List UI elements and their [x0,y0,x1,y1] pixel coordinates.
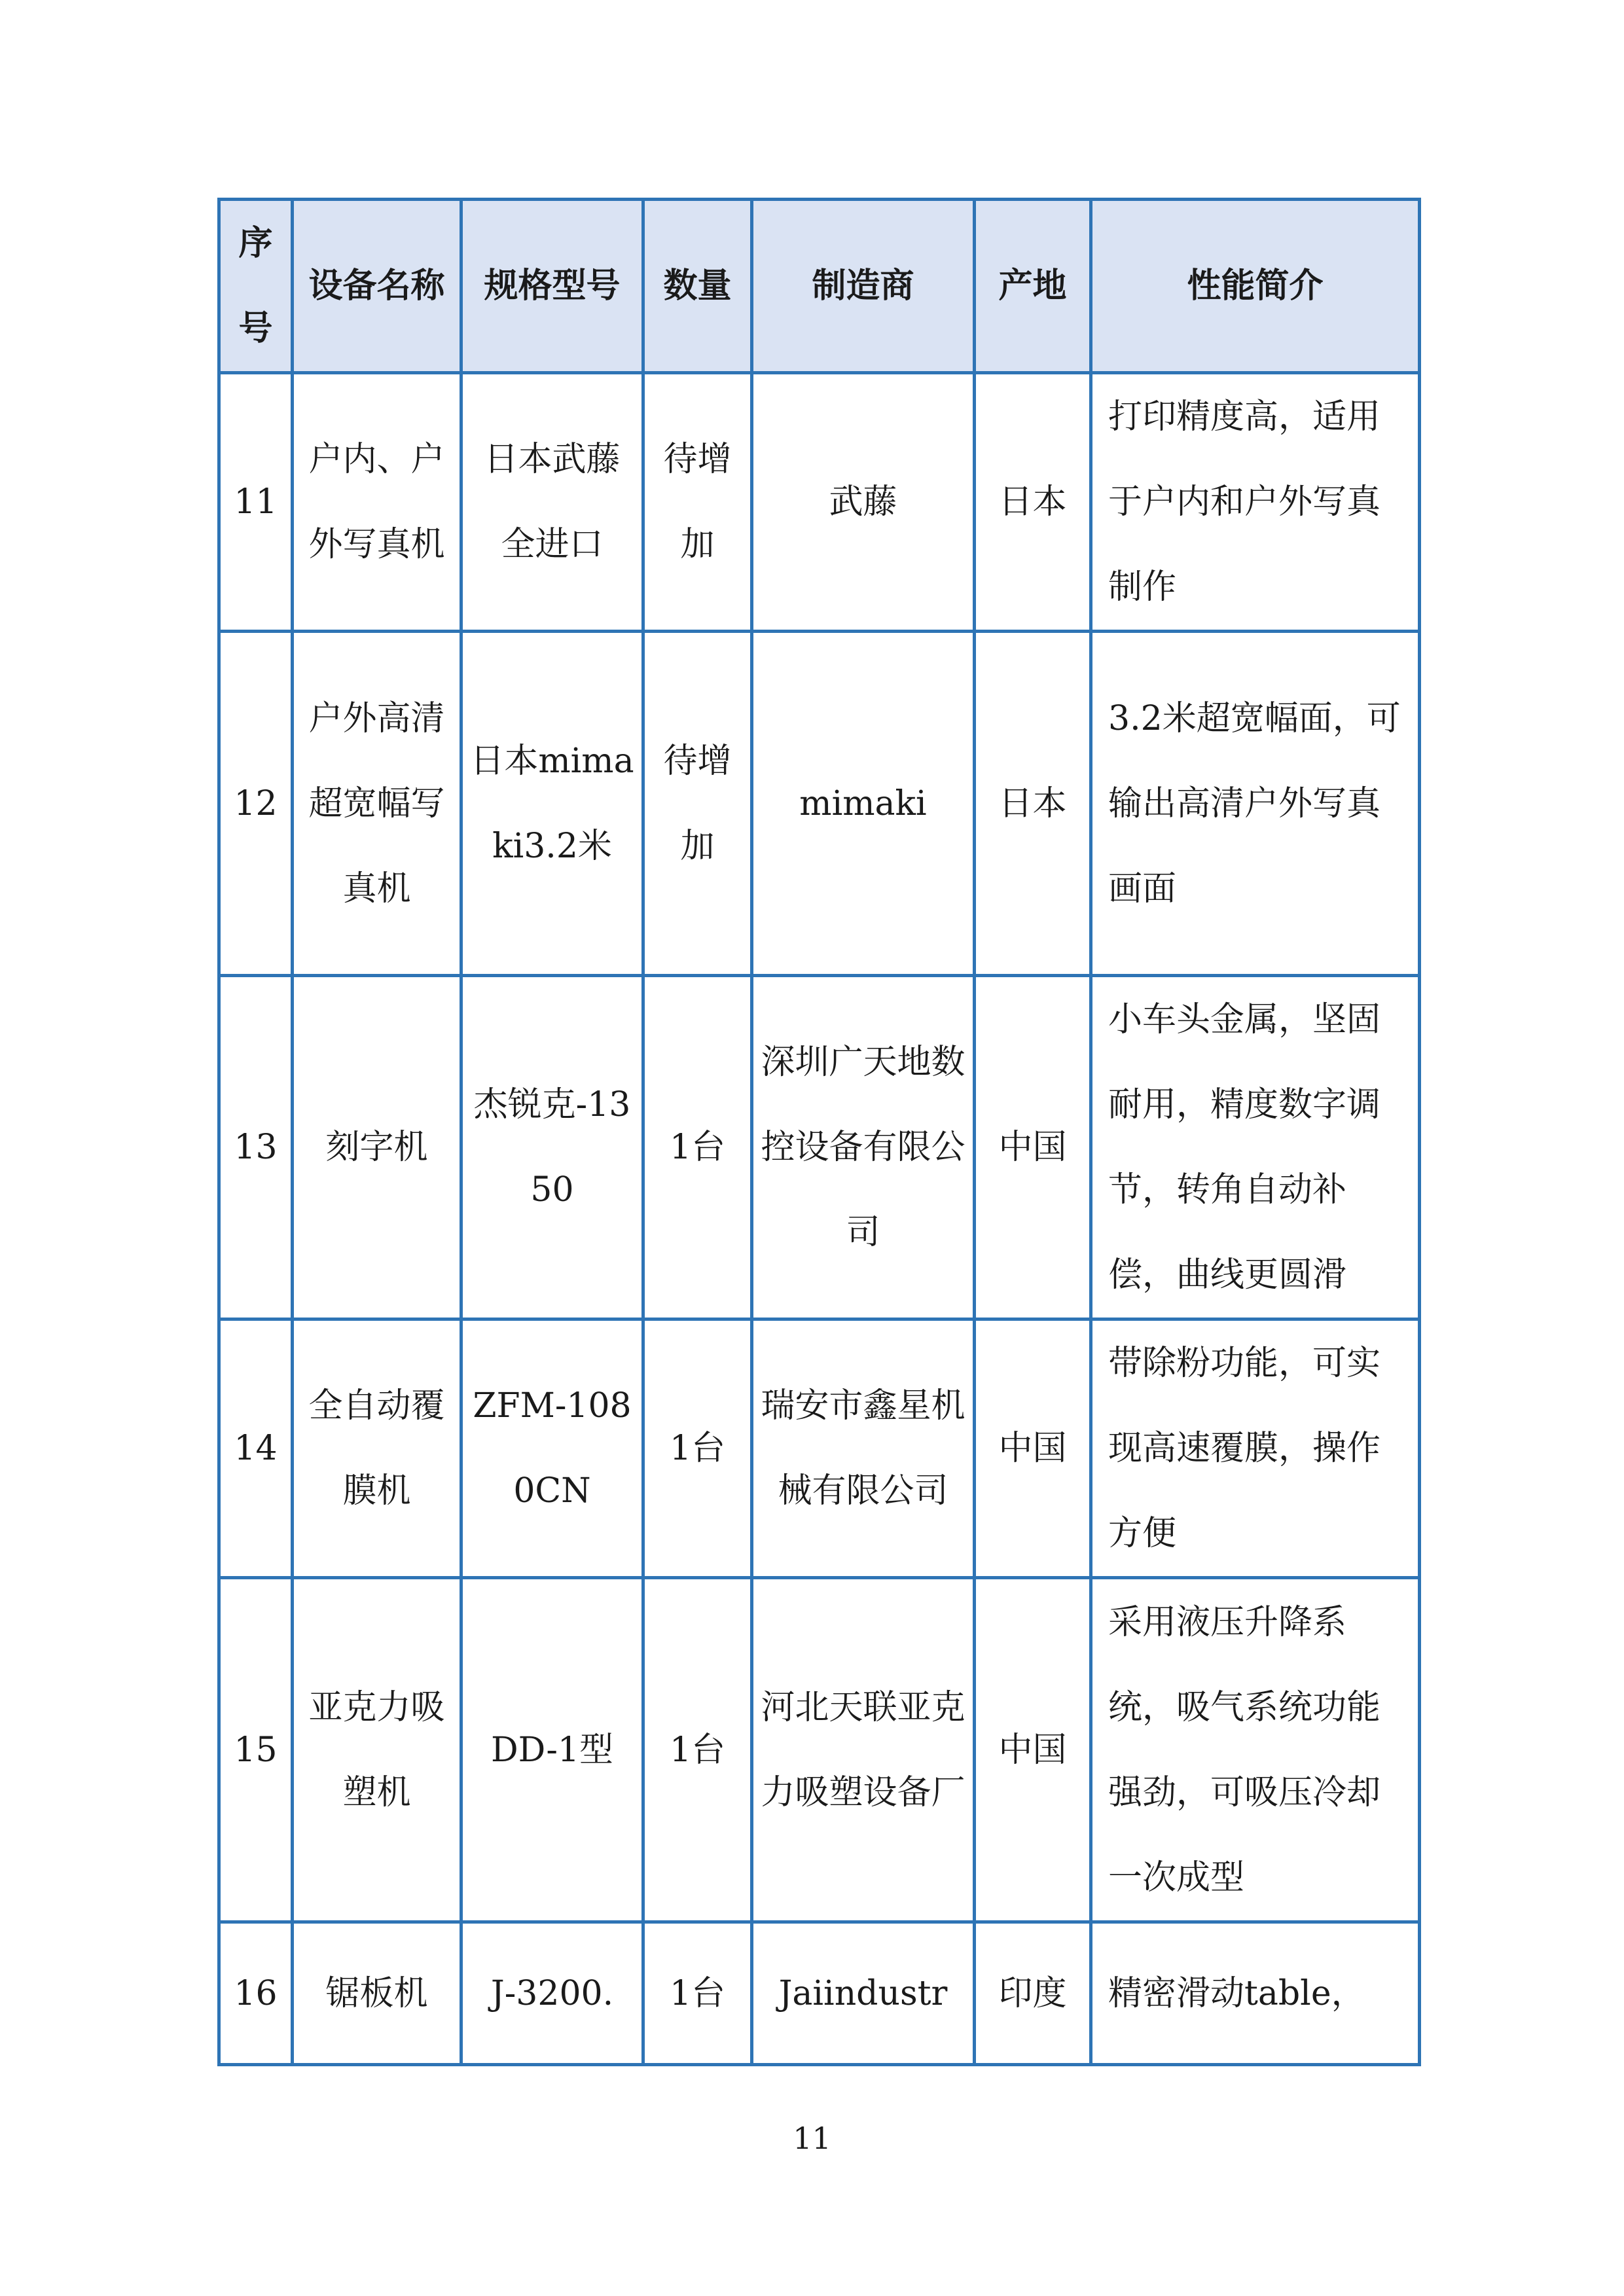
cell-no: 13 [219,976,293,1319]
cell-origin: 日本 [975,373,1091,632]
cell-no: 15 [219,1578,293,1922]
cell-desc: 带除粉功能，可实现高速覆膜，操作方便 [1091,1319,1420,1578]
cell-desc: 3.2米超宽幅面，可输出高清户外写真画面 [1091,632,1420,976]
cell-name: 刻字机 [293,976,461,1319]
cell-qty: 1台 [643,976,752,1319]
cell-name: 户外高清超宽幅写真机 [293,632,461,976]
cell-no: 16 [219,1922,293,2065]
cell-desc: 精密滑动table， [1091,1922,1420,2065]
cell-origin: 中国 [975,1578,1091,1922]
cell-name: 亚克力吸塑机 [293,1578,461,1922]
cell-origin: 中国 [975,1319,1091,1578]
cell-desc: 打印精度高，适用于户内和户外写真制作 [1091,373,1420,632]
cell-model: 杰锐克-1350 [461,976,643,1319]
cell-origin: 日本 [975,632,1091,976]
table-header-row [219,200,1420,373]
header-qty: 数量 [643,200,752,373]
cell-model: 日本武藤全进口 [461,373,643,632]
cell-name: 全自动覆膜机 [293,1319,461,1578]
cell-maker: mimaki [752,632,975,976]
equipment-table [217,198,1421,2066]
cell-maker: Jaiindustr [752,1922,975,2065]
cell-maker: 河北天联亚克力吸塑设备厂 [752,1578,975,1922]
cell-maker: 深圳广天地数控设备有限公司 [752,976,975,1319]
cell-model: ZFM-1080CN [461,1319,643,1578]
header-name: 设备名称 [293,200,461,373]
header-origin: 产地 [975,200,1091,373]
cell-no: 11 [219,373,293,632]
cell-qty: 待增加 [643,632,752,976]
table-row [219,632,1420,976]
cell-maker: 武藤 [752,373,975,632]
table-row [219,373,1420,632]
cell-qty: 1台 [643,1578,752,1922]
table-row [219,976,1420,1319]
cell-name: 锯板机 [293,1922,461,2065]
cell-qty: 1台 [643,1319,752,1578]
cell-desc: 小车头金属，坚固耐用，精度数字调节，转角自动补偿，曲线更圆滑 [1091,976,1420,1319]
cell-origin: 印度 [975,1922,1091,2065]
table-row [219,1319,1420,1578]
cell-origin: 中国 [975,976,1091,1319]
table-row [219,1578,1420,1922]
header-desc: 性能简介 [1091,200,1420,373]
cell-no: 12 [219,632,293,976]
page-number: 11 [793,2121,831,2156]
header-maker: 制造商 [752,200,975,373]
table-row [219,1922,1420,2065]
cell-desc: 采用液压升降系统，吸气系统功能强劲，可吸压冷却一次成型 [1091,1578,1420,1922]
header-model: 规格型号 [461,200,643,373]
header-no: 序号 [219,200,293,373]
cell-no: 14 [219,1319,293,1578]
cell-name: 户内、户外写真机 [293,373,461,632]
cell-maker: 瑞安市鑫星机械有限公司 [752,1319,975,1578]
cell-model: DD-1型 [461,1578,643,1922]
cell-model: J-3200. [461,1922,643,2065]
cell-qty: 1台 [643,1922,752,2065]
cell-model: 日本mimaki3.2米 [461,632,643,976]
cell-qty: 待增加 [643,373,752,632]
